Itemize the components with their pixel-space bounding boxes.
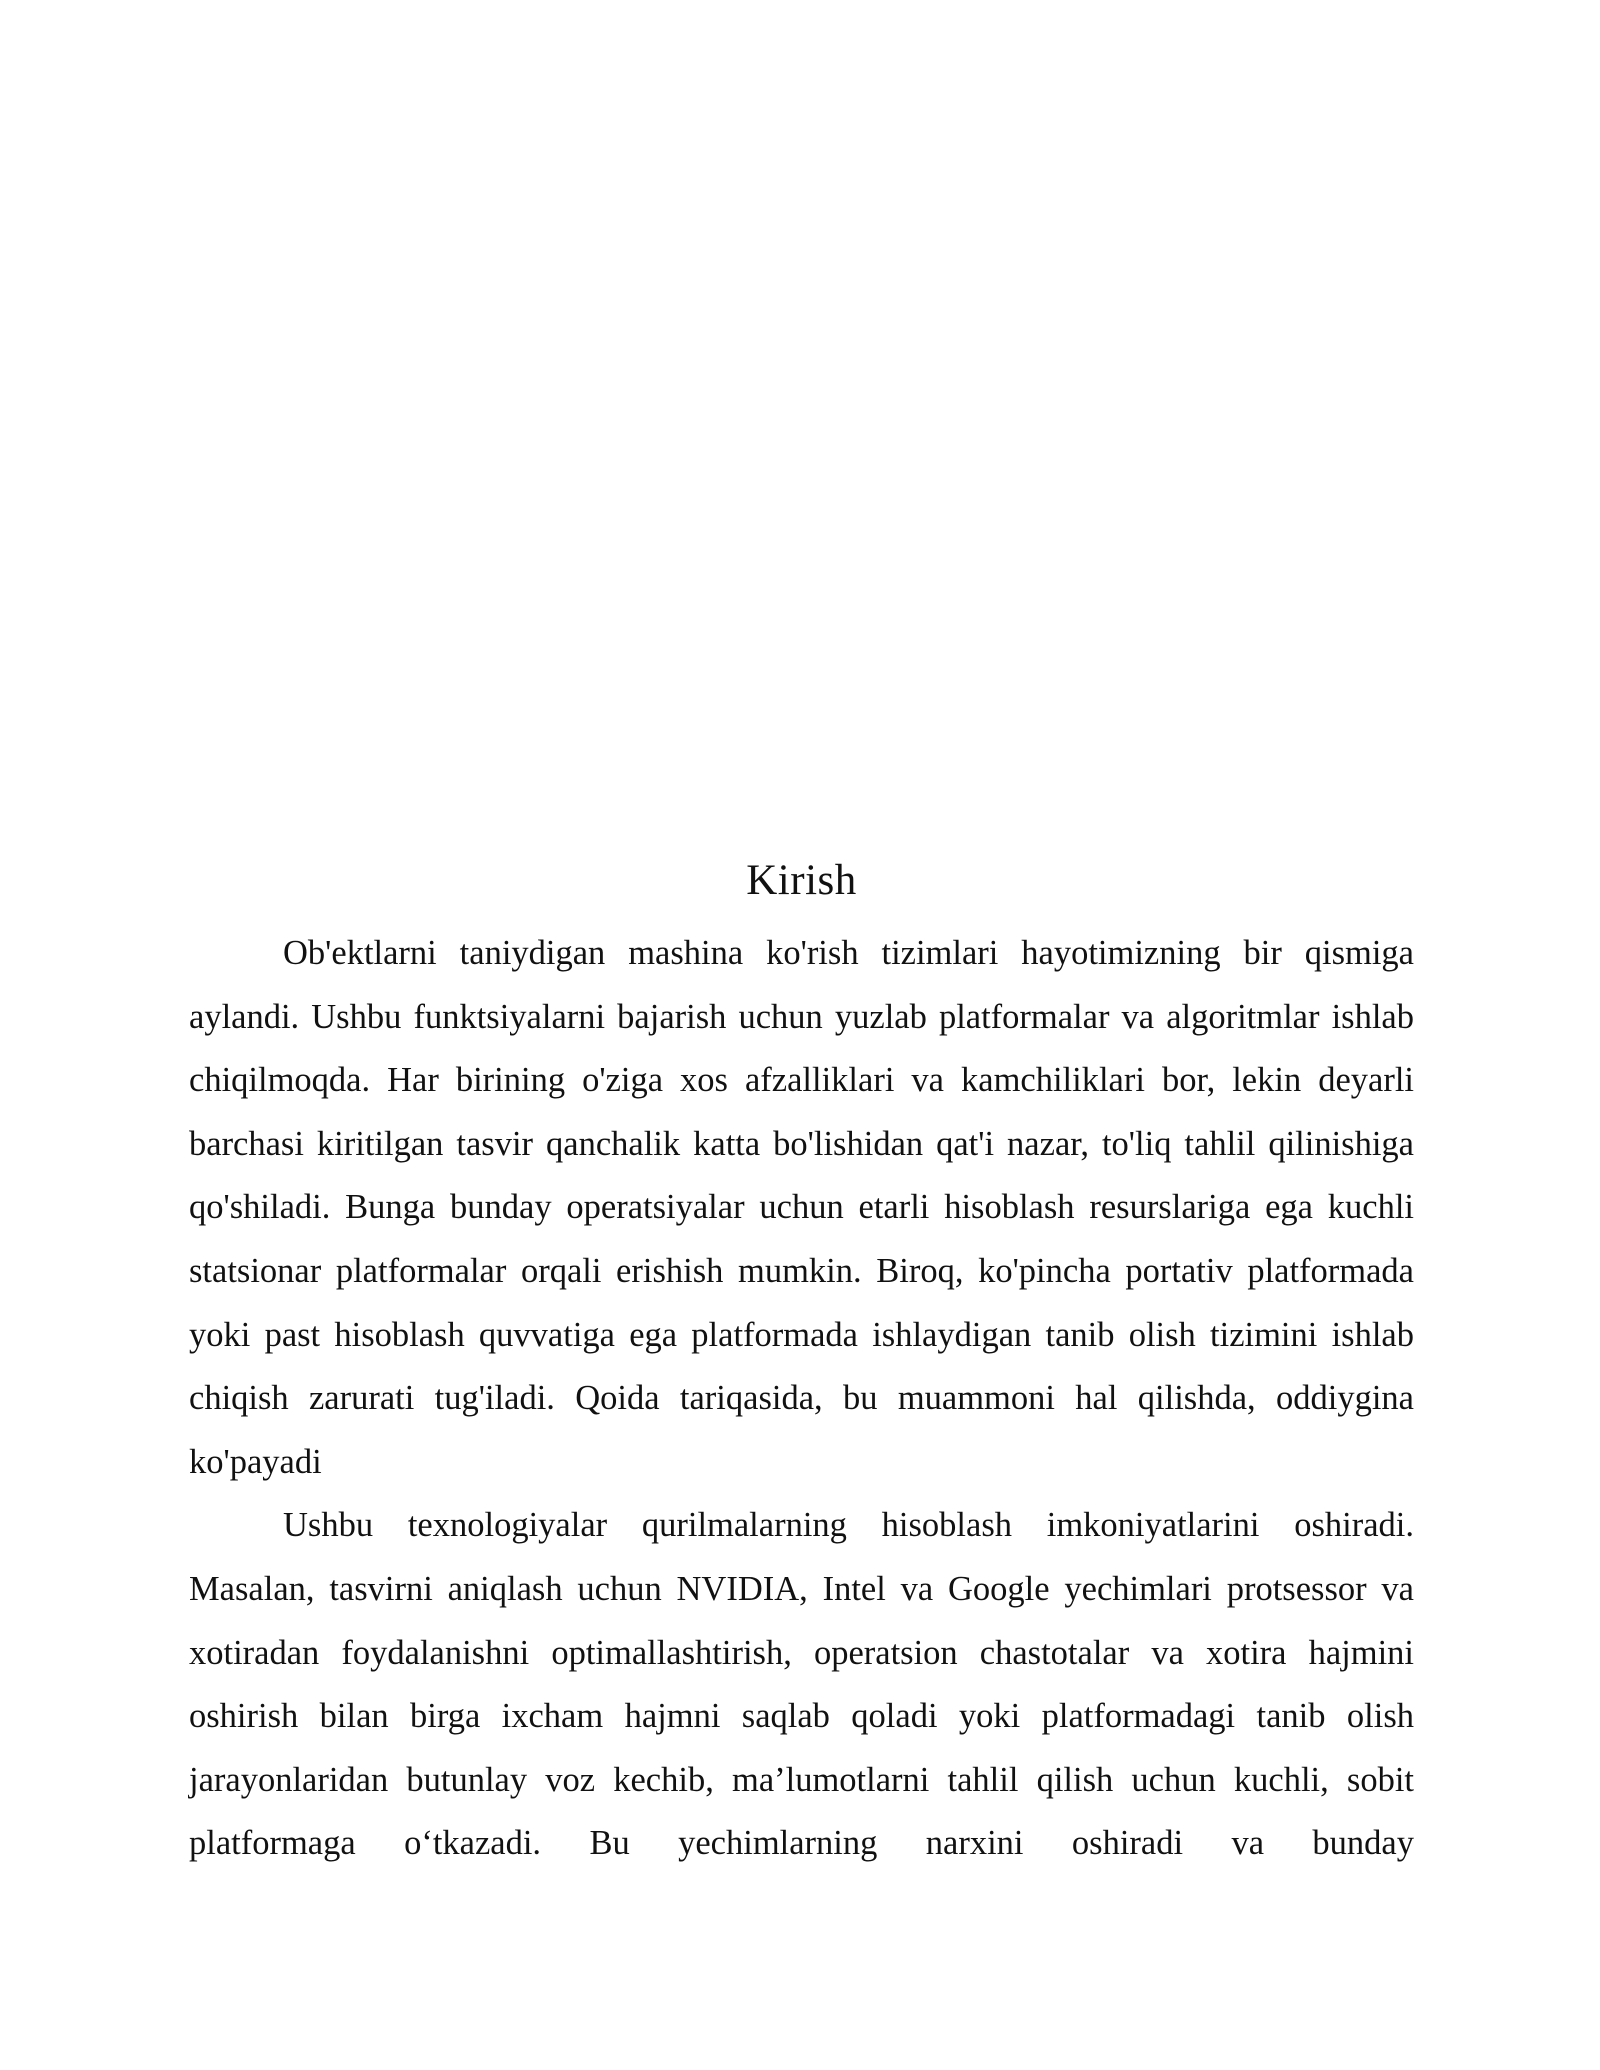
document-body (189, 840, 1414, 1876)
section-heading: Kirish (746, 857, 857, 904)
paragraph-2: Ushbu texnologiyalar qurilmalarning hisoblash imkoniyatlarini oshiradi. Masalan, tasvirni aniqlash uchun NVIDIA, Intel va Google yechimlari protsessor va xotiradan foydalanishni optimallashtirish, operatsion chastotalar va xotira hajmini oshirish bilan birga ixcham hajmni saqlab qoladi yoki platformadagi tanib olish jarayonlaridan butunlay voz kechib, ma’lumotlarni tahlil qilish uchun kuchli, sobit platformaga o‘tkazadi. Bu yechimlarning narxini oshiradi va bunday (189, 1506, 1414, 1863)
paragraph-1: Ob'ektlarni taniydigan mashina ko'rish tizimlari hayotimizning bir qismiga aylandi. Ushbu funktsiyalarni bajarish uchun yuzlab platformalar va algoritmlar ishlab chiqilmoqda. Har birining o'ziga xos afzalliklari va kamchiliklari bor, lekin deyarli barchasi kiritilgan tasvir qanchalik katta bo'lishidan qat'i nazar, to'liq tahlil qilinishiga qo'shiladi. Bunga bunday operatsiyalar uchun etarli hisoblash resurslariga ega kuchli statsionar platformalar orqali erishish mumkin. Biroq, ko'pincha portativ platformada yoki past hisoblash quvvatiga ega platformada ishlaydigan tanib olish tizimini ishlab chiqish zarurati tug'iladi. Qoida tariqasida, bu muammoni hal qilishda, oddiygina ko'payadi (189, 934, 1414, 1481)
